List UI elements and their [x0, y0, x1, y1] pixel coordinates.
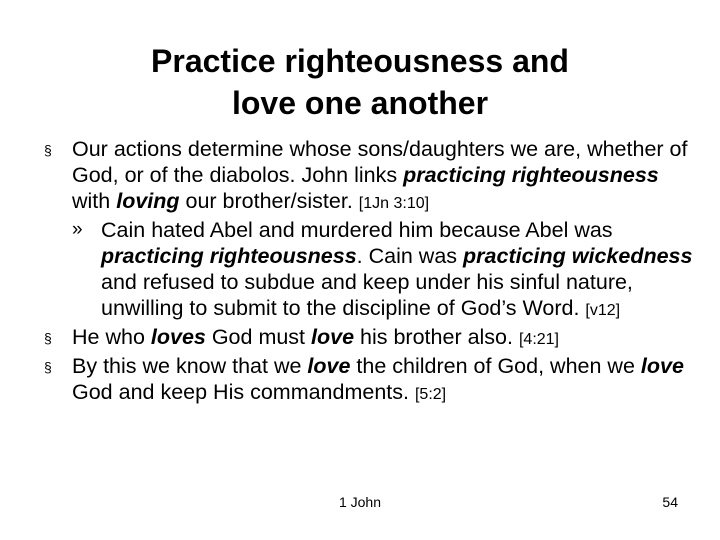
bullet-text: our brother/sister.: [179, 189, 359, 213]
slide-number: 54: [662, 494, 678, 510]
bullet-text: God and keep His commandments.: [72, 380, 415, 404]
slide-title: [60, 40, 660, 124]
title-line-1: Practice righteousness and: [151, 43, 569, 79]
emphasis-text: love: [311, 325, 355, 349]
scripture-reference: [5:2]: [414, 386, 447, 403]
bullet-marker-icon: §: [44, 330, 52, 346]
scripture-reference: [1Jn 3:10]: [358, 195, 430, 212]
emphasis-text: love: [307, 354, 351, 378]
emphasis-text: practicing wickedness: [463, 244, 693, 268]
emphasis-text: practicing righteousness: [403, 163, 659, 187]
bullet-item: [44, 353, 694, 408]
slide-body: [44, 136, 694, 408]
bullet-text: Our actions determine whose sons/daughters we are, whether of God, or of the diabolos. John links: [72, 137, 688, 187]
bullet-text: the children of God, when we: [350, 354, 641, 378]
sub-bullet-text: and refused to subdue and keep under his sinful nature, unwilling to submit to the discipline of God’s Word.: [101, 270, 633, 320]
scripture-reference: [4:21]: [518, 331, 559, 348]
bullet-item: [44, 136, 694, 217]
sub-bullet-text: . Cain was: [356, 244, 464, 268]
sub-bullet-item: [44, 217, 694, 324]
bullet-text: his brother also.: [354, 325, 519, 349]
title-line-2: love one another: [231, 85, 489, 121]
footer-book-label: 1 John: [338, 494, 382, 510]
sub-bullet-marker-icon: »: [72, 219, 83, 240]
emphasis-text: practicing righteousness: [101, 244, 357, 268]
emphasis-text: loves: [150, 325, 206, 349]
bullet-text: By this we know that we: [72, 354, 308, 378]
bullet-marker-icon: §: [44, 142, 52, 158]
emphasis-text: loving: [116, 189, 180, 213]
bullet-text: with: [72, 189, 117, 213]
sub-bullet-text: Cain hated Abel and murdered him because Abel was: [101, 218, 613, 242]
bullet-text: He who: [72, 325, 151, 349]
bullet-marker-icon: §: [44, 359, 52, 375]
scripture-reference: [v12]: [585, 302, 621, 319]
bullet-text: God must: [205, 325, 312, 349]
bullet-item: [44, 324, 694, 353]
emphasis-text: love: [640, 354, 684, 378]
